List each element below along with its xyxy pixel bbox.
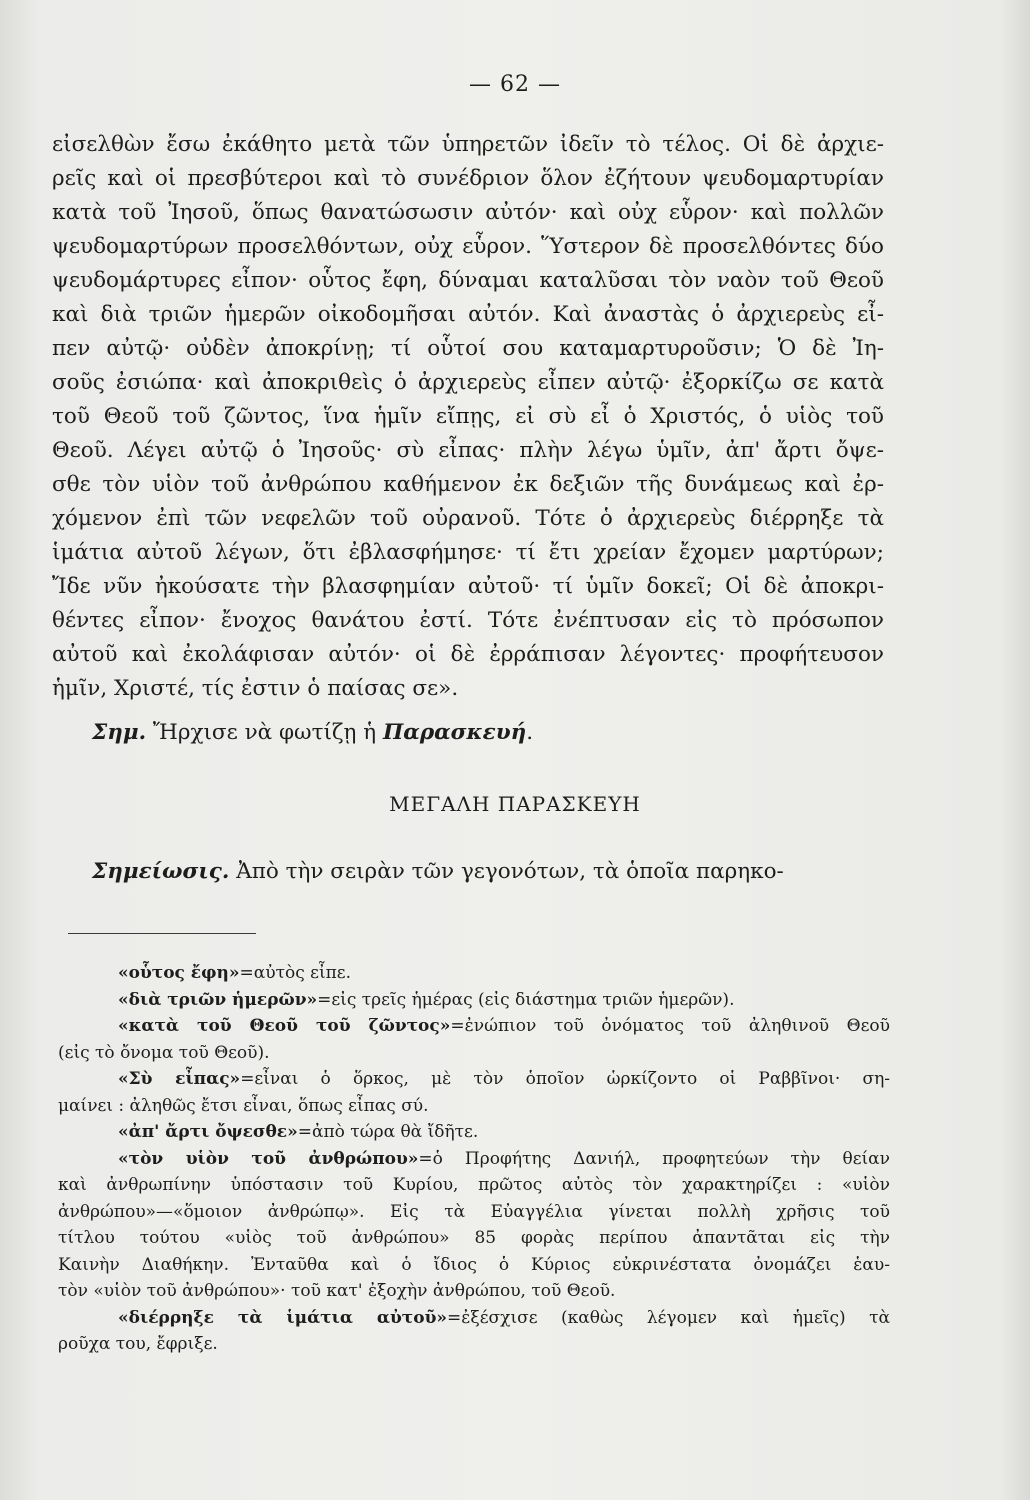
footnote-line — [58, 1252, 890, 1279]
text-line: ἱμάτια αὐτοῦ λέγων, ὅτι ἐβλασφήμησε· τί ἔτι χρείαν ἔχομεν μαρτύρων; — [52, 540, 884, 565]
footnote-line — [58, 1040, 890, 1067]
footnote-line — [58, 1172, 890, 1199]
remark-label: Σημείωσις. — [92, 859, 230, 884]
text-line: θέντες εἶπον· ἔνοχος θανάτου ἐστί. Τότε ἐνέπτυσαν εἰς τὸ πρόσωπον — [52, 608, 884, 633]
remark — [92, 855, 886, 889]
footnote-gloss: =εἶναι ὁ ὅρκος, μὲ τὸν ὁποῖον ὡρκίζοντο οἱ Ραββῖνοι· ση- — [240, 1069, 890, 1089]
text-line: Ἴδε νῦν ἠκούσατε τὴν βλασφημίαν αὐτοῦ· τί ὑμῖν δοκεῖ; Οἱ δὲ ἀποκρι- — [52, 574, 884, 599]
footnote-line — [58, 1093, 890, 1120]
remark-text: Ἀπὸ τὴν σειρὰν τῶν γεγονότων, τὰ ὁποῖα παρηκο- — [229, 859, 784, 884]
footnote-line — [58, 1066, 890, 1093]
footnote-gloss: ἀνθρώπου»—«ὅμοιον ἀνθρώπῳ». Εἰς τὰ Εὐαγγέλια γίνεται πολλὴ χρῆσις τοῦ — [58, 1201, 890, 1222]
footnote-line — [58, 1199, 890, 1226]
footnote-term: «τὸν υἱὸν τοῦ ἀνθρώπου» — [118, 1148, 419, 1169]
note-emphasis: Παρασκευή — [382, 720, 527, 745]
footnote-gloss: =εἰς τρεῖς ἡμέρας (εἰς διάστημα τριῶν ἡμερῶν). — [317, 989, 735, 1010]
text-line: πεν αὐτῷ· οὐδὲν ἀποκρίνῃ; τί οὗτοί σου καταμαρτυροῦσιν; Ὁ δὲ Ἰη- — [52, 336, 884, 361]
footnote-line — [58, 1305, 890, 1332]
footnote-gloss: =αὐτὸς εἶπε. — [239, 963, 351, 983]
footnote-gloss: τίτλου τούτου «υἱὸς τοῦ ἀνθρώπου» 85 φορὰς περίπου ἀπαντᾶται εἰς τὴν — [58, 1228, 890, 1248]
footnote-line — [58, 1013, 890, 1040]
footnote-term: «οὗτος ἔφη» — [118, 963, 240, 983]
footnote-line — [58, 1331, 890, 1358]
footnote-line — [58, 987, 890, 1014]
footnotes — [58, 960, 890, 1358]
footnote-line — [58, 1225, 890, 1252]
footnote-gloss: Καινὴν Διαθήκην. Ἐνταῦθα καὶ ὁ ἴδιος ὁ Κύριος εὐκρινέστατα ὀνομάζει ἑαυ- — [58, 1254, 890, 1275]
footnote-gloss: (εἰς τὸ ὄνομα τοῦ Θεοῦ). — [58, 1042, 270, 1063]
footnote-gloss: ροῦχα του, ἔφριξε. — [58, 1334, 218, 1354]
footnote-term: «Σὺ εἶπας» — [118, 1069, 241, 1089]
footnote-line — [58, 1119, 890, 1146]
footnote-gloss: τὸν «υἱὸν τοῦ ἀνθρώπου»· τοῦ κατ' ἐξοχὴν ἀνθρώπου, τοῦ Θεοῦ. — [58, 1281, 616, 1301]
text-line: ψευδομαρτύρων προσελθόντων, οὐχ εὗρον. Ὕστερον δὲ προσελθόντες δύο — [52, 234, 884, 259]
text-line: Θεοῦ. Λέγει αὐτῷ ὁ Ἰησοῦς· σὺ εἶπας· πλὴν λέγω ὑμῖν, ἀπ' ἄρτι ὄψε- — [52, 438, 884, 463]
text-line: εἰσελθὼν ἔσω ἐκάθητο μετὰ τῶν ὑπηρετῶν ἰδεῖν τὸ τέλος. Οἱ δὲ ἀρχιε- — [52, 132, 884, 157]
footnote-gloss: =ὁ Προφήτης Δανιήλ, προφητεύων τὴν θείαν — [418, 1148, 891, 1169]
note — [52, 716, 884, 750]
text-line: ρεῖς καὶ οἱ πρεσβύτεροι καὶ τὸ συνέδριον ὅλον ἐζήτουν ψευδομαρτυρίαν — [52, 166, 884, 191]
text-line: ἡμῖν, Χριστέ, τίς ἐστιν ὁ παίσας σε». — [52, 676, 459, 701]
text-line: καὶ διὰ τριῶν ἡμερῶν οἰκοδομῆσαι αὐτόν. Καὶ ἀναστὰς ὁ ἀρχιερεὺς εἶ- — [52, 302, 884, 327]
text-line: ψευδομάρτυρες εἶπον· οὗτος ἔφη, δύναμαι καταλῦσαι τὸν ναὸν τοῦ Θεοῦ — [52, 268, 884, 293]
footnote-line — [58, 1146, 890, 1173]
section-heading: ΜΕΓΑΛΗ ΠΑΡΑΣΚΕΥΗ — [389, 792, 641, 816]
footnote-gloss: =ἐνώπιον τοῦ ὀνόματος τοῦ ἀληθινοῦ Θεοῦ — [450, 1016, 890, 1036]
note-end: . — [526, 720, 534, 745]
text-line: σοῦς ἐσιώπα· καὶ ἀποκριθεὶς ὁ ἀρχιερεὺς εἶπεν αὐτῷ· ἐξορκίζω σε κατὰ — [52, 370, 884, 395]
footnote-gloss: =ἀπὸ τώρα θὰ ἴδῆτε. — [297, 1122, 479, 1142]
footnote-term: «διὰ τριῶν ἡμερῶν» — [118, 989, 318, 1010]
text-line: σθε τὸν υἱὸν τοῦ ἀνθρώπου καθήμενον ἐκ δεξιῶν τῆς δυνάμεως καὶ ἐρ- — [52, 472, 884, 497]
note-text: Ἤρχισε νὰ φωτίζῃ ἡ — [146, 720, 383, 745]
footnote-gloss: καὶ ἀνθρωπίνην ὑπόστασιν τοῦ Κυρίου, πρῶτος αὐτὸς τὸν χαρακτηρίζει : «υἱὸν — [58, 1175, 890, 1195]
footnote-term: «κατὰ τοῦ Θεοῦ τοῦ ζῶντος» — [118, 1016, 451, 1036]
footnote-line — [58, 960, 890, 987]
footnote-gloss: μαίνει : ἀληθῶς ἔτσι εἶναι, ὅπως εἶπας σύ. — [58, 1095, 429, 1116]
page-number: — 62 — — [469, 72, 561, 97]
text-line: τοῦ Θεοῦ τοῦ ζῶντος, ἵνα ἡμῖν εἴπῃς, εἰ σὺ εἶ ὁ Χριστός, ὁ υἱὸς τοῦ — [52, 404, 884, 429]
main-text — [52, 128, 884, 750]
note-label: Σημ. — [92, 720, 147, 745]
footnote-term: «διέρρηξε τὰ ἱμάτια αὐτοῦ» — [118, 1307, 447, 1328]
text-line: χόμενον ἐπὶ τῶν νεφελῶν τοῦ οὐρανοῦ. Τότε ὁ ἀρχιερεὺς διέρρηξε τὰ — [52, 506, 884, 531]
footnote-term: «ἀπ' ἄρτι ὄψεσθε» — [118, 1122, 298, 1142]
footnote-gloss: =ἐξέσχισε (καθὼς λέγομεν καὶ ἡμεῖς) τὰ — [447, 1307, 890, 1328]
text-line: κατὰ τοῦ Ἰησοῦ, ὅπως θανατώσωσιν αὐτόν· καὶ οὐχ εὗρον· καὶ πολλῶν — [52, 200, 884, 225]
footnote-line — [58, 1278, 890, 1305]
footnote-divider — [68, 933, 256, 934]
text-line: αὐτοῦ καὶ ἐκολάφισαν αὐτόν· οἱ δὲ ἐρράπισαν λέγοντες· προφήτευσον — [52, 642, 884, 667]
